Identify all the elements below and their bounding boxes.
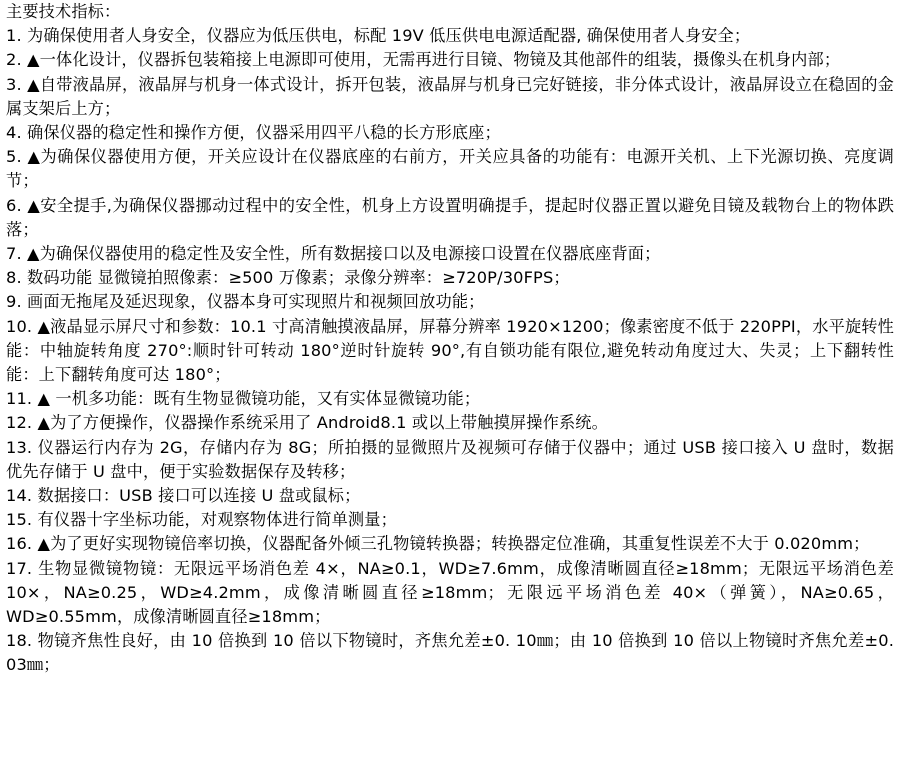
spec-item-14: 14. 数据接口：USB 接口可以连接 U 盘或鼠标； [6,486,361,506]
spec-item-2: 2. ▲一体化设计，仪器拆包装箱接上电源即可使用，无需再进行目镜、物镜及其他部件的组装，摄像头在机身内部； [6,50,841,70]
section-heading: 主要技术指标： [6,2,121,21]
spec-item-9: 9. 画面无拖尾及延迟现象，仪器本身可实现照片和视频回放功能； [6,292,485,312]
spec-item-10: 10. ▲液晶显示屏尺寸和参数：10.1 寸高清触摸液晶屏，屏幕分辨率 1920×1200；像素密度不低于 220PPI，水平旋转性能：中轴旋转角度 270°:顺时针可转动 180°逆时针旋转 90°,有自锁功能有限位,避免转动角度过大、失灵；上下翻转性能：上下翻转角度可达 180°； [6,316,894,385]
spec-item-15: 15. 有仪器十字坐标功能，对观察物体进行简单测量； [6,510,397,530]
spec-item-7: 7. ▲为确保仪器使用的稳定性及安全性，所有数据接口以及电源接口设置在仪器底座背面； [6,244,661,264]
spec-item-17: 17. 生物显微镜物镜：无限远平场消色差 4×，NA≥0.1，WD≥7.6mm，成像清晰圆直径≥18mm；无限远平场消色差 10×，NA≥0.25，WD≥4.2mm，成像清晰圆直径≥18mm；无限远平场消色差 40×（弹簧），NA≥0.65，WD≥0.55mm，成像清晰圆直径≥18mm； [6,558,894,627]
document-body [6,0,894,678]
spec-item-16: 16. ▲为了更好实现物镜倍率切换，仪器配备外倾三孔物镜转换器；转换器定位准确，其重复性误差不大于 0.020mm； [6,534,870,554]
spec-item-11: 11. ▲ 一机多功能：既有生物显微镜功能，又有实体显微镜功能； [6,389,481,409]
spec-item-1: 1. 为确保使用者人身安全，仪器应为低压供电，标配 19V 低压供电电源适配器, 确保使用者人身安全； [6,26,751,46]
spec-item-12: 12. ▲为了方便操作，仪器操作系统采用了 Android8.1 或以上带触摸屏操作系统。 [6,413,608,433]
spec-item-13: 13. 仪器运行内存为 2G，存储内存为 8G；所拍摄的显微照片及视频可存储于仪器中；通过 USB 接口接入 U 盘时，数据优先存储于 U 盘中，便于实验数据保存及转移； [6,437,894,481]
spec-item-8: 8. 数码功能 显微镜拍照像素：≥500 万像素；录像分辨率：≥720P/30FPS； [6,268,570,288]
spec-item-18: 18. 物镜齐焦性良好，由 10 倍换到 10 倍以下物镜时，齐焦允差±0. 10㎜；由 10 倍换到 10 倍以上物镜时齐焦允差±0. 03㎜； [6,631,894,675]
spec-item-4: 4. 确保仪器的稳定性和操作方便，仪器采用四平八稳的长方形底座； [6,123,501,143]
spec-item-3: 3. ▲自带液晶屏，液晶屏与机身一体式设计，拆开包装，液晶屏与机身已完好链接，非分体式设计，液晶屏设立在稳固的金属支架后上方； [6,74,894,118]
spec-item-5: 5. ▲为确保仪器使用方便，开关应设计在仪器底座的右前方，开关应具备的功能有：电源开关机、上下光源切换、亮度调节； [6,147,894,191]
spec-item-6: 6. ▲安全提手,为确保仪器挪动过程中的安全性，机身上方设置明确提手，提起时仪器正置以避免目镜及载物台上的物体跌落； [6,195,894,239]
